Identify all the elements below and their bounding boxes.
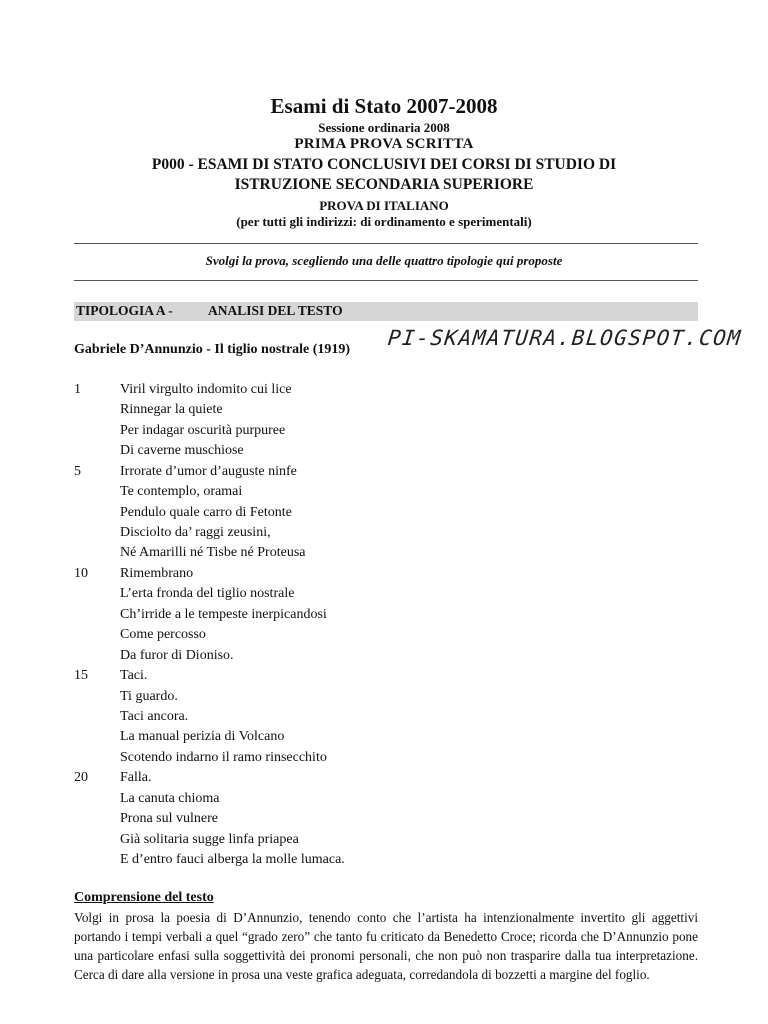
poem-line: Rinnegar la quiete xyxy=(120,402,223,417)
poem-line: Come percosso xyxy=(120,627,206,642)
poem-line: Pendulo quale carro di Fetonte xyxy=(120,505,292,520)
tipologia-bar xyxy=(74,302,698,321)
poem-line: Prona sul vulnere xyxy=(120,811,218,826)
poem-line: Te contemplo, oramai xyxy=(120,484,243,499)
subject-label: PROVA DI ITALIANO xyxy=(319,198,449,213)
divider-top xyxy=(74,243,698,244)
exam-label: PRIMA PROVA SCRITTA xyxy=(294,136,474,152)
divider-bottom xyxy=(74,280,698,281)
poem-line: Di caverne muschiose xyxy=(120,443,244,458)
poem-line: Viril virgulto indomito cui lice xyxy=(120,382,292,397)
poem-line: Taci. xyxy=(120,668,148,683)
poem-line: Ti guardo. xyxy=(120,689,178,704)
poem-line: Da furor di Dioniso. xyxy=(120,648,234,663)
document-title: Esami di Stato 2007-2008 xyxy=(270,94,498,118)
poem-line: La manual perizia di Volcano xyxy=(120,729,285,744)
instruction-text: Svolgi la prova, scegliendo una delle quattro tipologie qui proposte xyxy=(205,253,563,268)
poem-line: Falla. xyxy=(120,770,152,785)
session-label: Sessione ordinaria 2008 xyxy=(318,120,450,135)
poem-line: Disciolto da’ raggi zeusini, xyxy=(120,525,271,540)
poem-line: Irrorate d’umor d’auguste ninfe xyxy=(120,464,297,479)
comprensione-text: Volgi in prosa la poesia di D’Annunzio, tenendo conto che l’artista ha intenzionalmente invertito gli aggettivi portando i tempi verbali a quel “grado zero” che tanto fu criticato da Benedetto Croce; ricorda che D’Annunzio pone una particolare enfasi sulla soggettività dei pronomi personali, che non può non trasparire dalla tua interpretazione. Cerca di dare alla versione in prosa una veste grafica adeguata, corredandola di bozzetti a margine del foglio. xyxy=(74,910,698,982)
line-number: 15 xyxy=(74,668,88,683)
line-number: 10 xyxy=(74,566,88,581)
course-line-1: P000 - ESAMI DI STATO CONCLUSIVI DEI CORSI DI STUDIO DI xyxy=(151,156,617,173)
line-number: 20 xyxy=(74,770,88,785)
course-line-2: ISTRUZIONE SECONDARIA SUPERIORE xyxy=(234,176,534,193)
tipologia-name: ANALISI DEL TESTO xyxy=(208,303,343,318)
tipologia-label: TIPOLOGIA A - xyxy=(76,303,173,318)
poem-line: Rimembrano xyxy=(120,566,194,581)
poem-line: Già solitaria sugge linfa priapea xyxy=(120,832,299,847)
line-number: 5 xyxy=(74,464,81,479)
poem-line: Scotendo indarno il ramo rinsecchito xyxy=(120,750,327,765)
poem-line: E d’entro fauci alberga la molle lumaca. xyxy=(120,852,345,867)
poem-line: Per indagar oscurità purpuree xyxy=(120,423,286,438)
poem-line: Né Amarilli né Tisbe né Proteusa xyxy=(120,545,306,560)
poem-line: Taci ancora. xyxy=(120,709,189,724)
poem-line: L’erta fronda del tiglio nostrale xyxy=(120,586,295,601)
poem-line: Ch’irride a le tempeste inerpicandosi xyxy=(120,607,327,622)
poem-line: La canuta chioma xyxy=(120,791,220,806)
poem-title: Gabriele D’Annunzio - Il tiglio nostrale (1919) xyxy=(74,342,351,357)
line-number: 1 xyxy=(74,382,81,397)
scope-label: (per tutti gli indirizzi: di ordinamento e sperimentali) xyxy=(236,214,532,229)
watermark-text: PI-SKAMATURA.BLOGSPOT.COM xyxy=(386,326,743,350)
comprensione-heading: Comprensione del testo xyxy=(74,890,214,905)
